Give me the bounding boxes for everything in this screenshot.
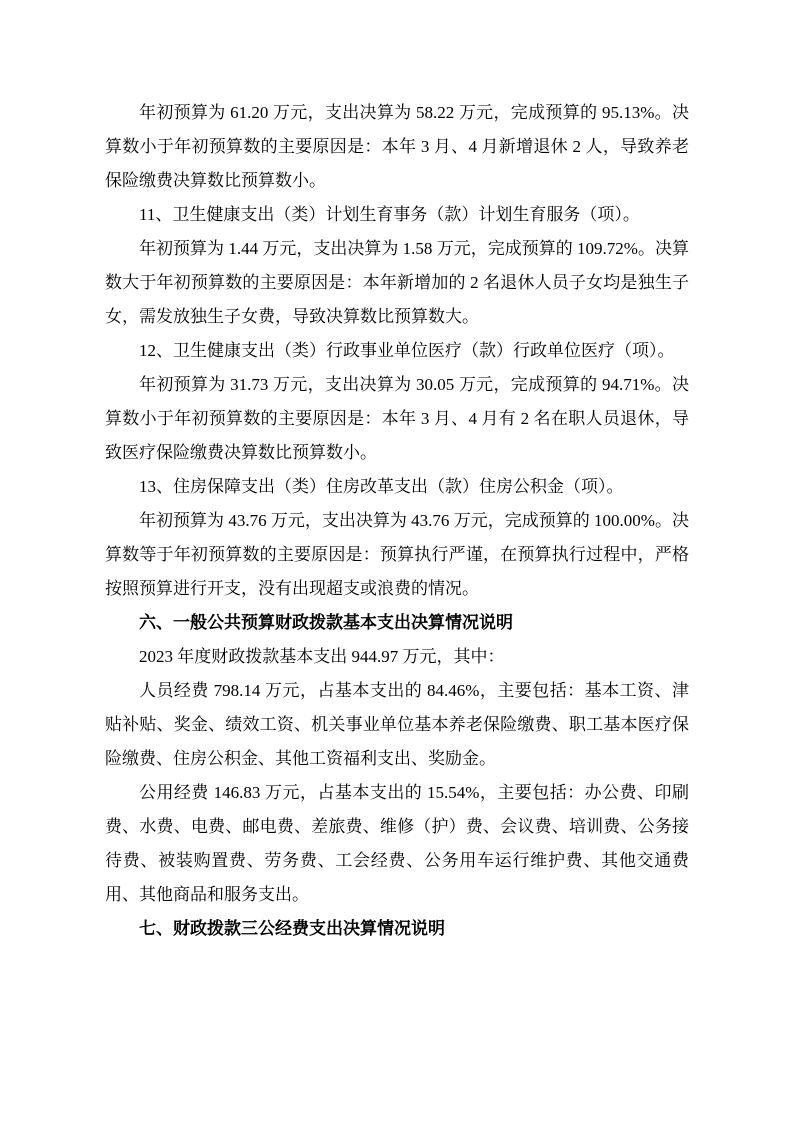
- body-paragraph: 年初预算为 43.76 万元，支出决算为 43.76 万元，完成预算的 100.00%。决算数等于年初预算数的主要原因是：预算执行严谨，在预算执行过程中，严格按照预算进行开支，没有出现超支或浪费的情况。: [105, 511, 689, 598]
- body-paragraph: 年初预算为 31.73 万元，支出决算为 30.05 万元，完成预算的 94.71%。决算数小于年初预算数的主要原因是：本年 3 月、4 月有 2 名在职人员退休，导致医疗保险缴费决算数比预算数小。: [105, 375, 689, 462]
- document-content: [105, 96, 689, 946]
- section-heading: 七、财政拨款三公经费支出决算情况说明: [139, 919, 445, 938]
- body-paragraph: 公用经费 146.83 万元，占基本支出的 15.54%，主要包括：办公费、印刷费、水费、电费、邮电费、差旅费、维修（护）费、会议费、培训费、公务接待费、被装购置费、劳务费、工会经费、公务用车运行维护费、其他交通费用、其他商品和服务支出。: [105, 783, 689, 904]
- body-paragraph: 2023 年度财政拨款基本支出 944.97 万元，其中：: [139, 647, 505, 666]
- body-paragraph: 人员经费 798.14 万元，占基本支出的 84.46%，主要包括：基本工资、津贴补贴、奖金、绩效工资、机关事业单位基本养老保险缴费、职工基本医疗保险缴费、住房公积金、其他工资福利支出、奖励金。: [105, 681, 689, 768]
- body-paragraph: 12、卫生健康支出（类）行政事业单位医疗（款）行政单位医疗（项）。: [139, 341, 675, 360]
- body-paragraph: 年初预算为 61.20 万元，支出决算为 58.22 万元，完成预算的 95.13%。决算数小于年初预算数的主要原因是：本年 3 月、4 月新增退休 2 人，导致养老保险缴费决算数比预算数小。: [105, 103, 689, 190]
- body-paragraph: 年初预算为 1.44 万元，支出决算为 1.58 万元，完成预算的 109.72%。决算数大于年初预算数的主要原因是：本年新增加的 2 名退休人员子女均是独生子女，需发放独生子女费，导致决算数比预算数大。: [105, 239, 689, 326]
- body-paragraph: 13、住房保障支出（类）住房改革支出（款）住房公积金（项）。: [139, 477, 624, 496]
- body-paragraph: 11、卫生健康支出（类）计划生育事务（款）计划生育服务（项）。: [139, 205, 640, 224]
- section-heading: 六、一般公共预算财政拨款基本支出决算情况说明: [139, 613, 513, 632]
